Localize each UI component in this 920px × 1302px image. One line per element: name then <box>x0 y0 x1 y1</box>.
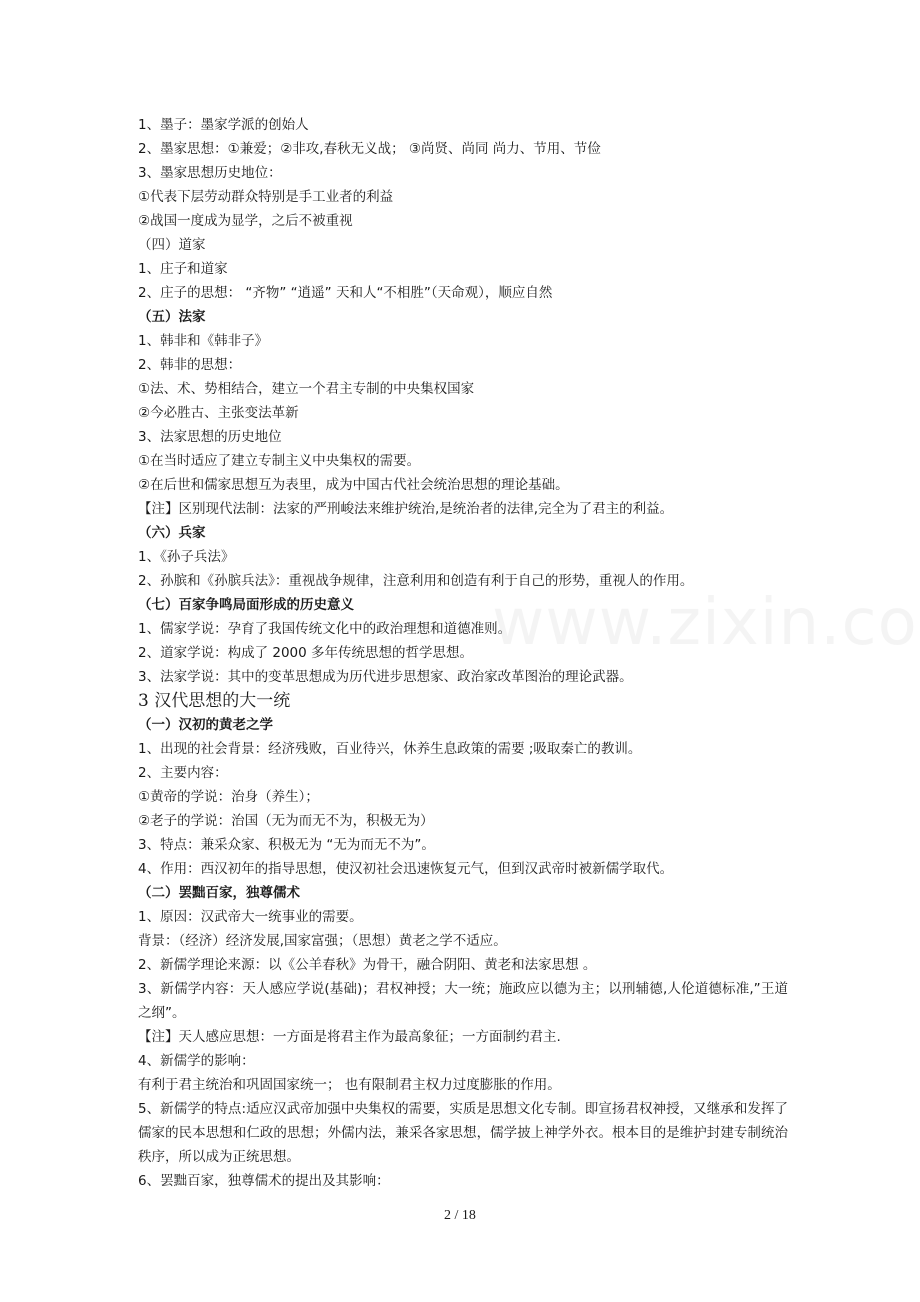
subsection-heading: （五）法家 <box>138 309 206 325</box>
text-line: 背景：（经济）经济发展,国家富强；（思想）黄老之学不适应。 <box>138 933 507 949</box>
text-line: 3、法家思想的历史地位 <box>138 429 282 445</box>
text-line: ①法、术、势相结合，建立一个君主专制的中央集权国家 <box>138 381 475 397</box>
text-line: 2、庄子的思想： “齐物” “逍遥” 天和人“不相胜”（天命观），顺应自然 <box>138 285 553 301</box>
text-line: 1、韩非和《韩非子》 <box>138 333 269 349</box>
text-line: 2、孙膑和《孙膑兵法》：重视战争规律，注意利用和创造有利于自己的形势，重视人的作用。 <box>138 573 694 589</box>
text-line: ①黄帝的学说：治身（养生）； <box>138 789 319 805</box>
text-line: 4、作用：西汉初年的指导思想，使汉初社会迅速恢复元气，但到汉武帝时被新儒学取代。 <box>138 861 674 877</box>
text-line: 2、墨家思想：①兼爱；②非攻,春秋无义战； ③尚贤、尚同 尚力、节用、节俭 <box>138 141 601 157</box>
text-line: 3、墨家思想历史地位： <box>138 165 282 181</box>
text-line: 1、庄子和道家 <box>138 261 228 277</box>
text-line: 有利于君主统治和巩固国家统一； 也有限制君主权力过度膨胀的作用。 <box>138 1077 561 1093</box>
text-line: 2、道家学说：构成了 2000 多年传统思想的哲学思想。 <box>138 645 474 661</box>
text-line: 3、特点：兼采众家、积极无为 “无为而无不为”。 <box>138 837 435 853</box>
text-line: 5、新儒学的特点:适应汉武帝加强中央集权的需要，实质是思想文化专制。即宣扬君权神授，又继承和发挥了儒家的民本思想和仁政的思想；外儒内法，兼采各家思想，儒学披上神学外衣。根本目的是维护封建专制统治秩序，所以成为正统思想。 <box>138 1101 788 1165</box>
text-line: 2、新儒学理论来源：以《公羊春秋》为骨干，融合阴阳、黄老和法家思想 。 <box>138 957 597 973</box>
text-line: 2、韩非的思想： <box>138 357 242 373</box>
text-line: 1、出现的社会背景：经济残败，百业待兴，休养生息政策的需要 ;吸取秦亡的教训。 <box>138 741 642 757</box>
text-line: 1、《孙子兵法》 <box>138 549 235 565</box>
text-line: （四）道家 <box>138 237 206 253</box>
text-line: 4、新儒学的影响： <box>138 1053 255 1069</box>
page-number: 2 / 18 <box>444 1208 476 1223</box>
text-line: ②今必胜古、主张变法革新 <box>138 405 299 421</box>
text-line: 1、墨子：墨家学派的创始人 <box>138 117 309 133</box>
text-line: ②在后世和儒家思想互为表里，成为中国古代社会统治思想的理论基础。 <box>138 477 569 493</box>
text-line: 1、原因：汉武帝大一统事业的需要。 <box>138 909 363 925</box>
text-line: 3、新儒学内容：天人感应学说(基础)；君权神授；大一统；施政应以德为主；以刑辅德,人伦道德标准,”王道之纲”。 <box>138 981 788 1021</box>
text-line: 【注】区别现代法制：法家的严刑峻法来维护统治,是统治者的法律,完全为了君主的利益。 <box>138 501 674 517</box>
subsection-heading: （六）兵家 <box>138 525 206 541</box>
subsection-heading: （七）百家争鸣局面形成的历史意义 <box>138 597 354 613</box>
subsection-heading: （二）罢黜百家，独尊儒术 <box>138 885 300 901</box>
text-line: 【注】天人感应思想：一方面是将君主作为最高象征；一方面制约君主. <box>138 1029 561 1045</box>
page-content <box>138 113 788 1193</box>
text-line: 1、儒家学说：孕育了我国传统文化中的政治理想和道德准则。 <box>138 621 512 637</box>
text-line: ①代表下层劳动群众特别是手工业者的利益 <box>138 189 394 205</box>
text-line: ②战国一度成为显学，之后不被重视 <box>138 213 353 229</box>
text-line: 3、法家学说：其中的变革思想成为历代进步思想家、政治家改革图治的理论武器。 <box>138 669 633 685</box>
text-line: 2、主要内容： <box>138 765 228 781</box>
subsection-heading: （一）汉初的黄老之学 <box>138 717 273 733</box>
text-line: ①在当时适应了建立专制主义中央集权的需要。 <box>138 453 421 469</box>
section-heading: 3 汉代思想的大一统 <box>138 691 291 711</box>
text-line: 6、罢黜百家，独尊儒术的提出及其影响： <box>138 1173 390 1189</box>
text-line: ②老子的学说：治国（无为而无不为，积极无为） <box>138 813 434 829</box>
